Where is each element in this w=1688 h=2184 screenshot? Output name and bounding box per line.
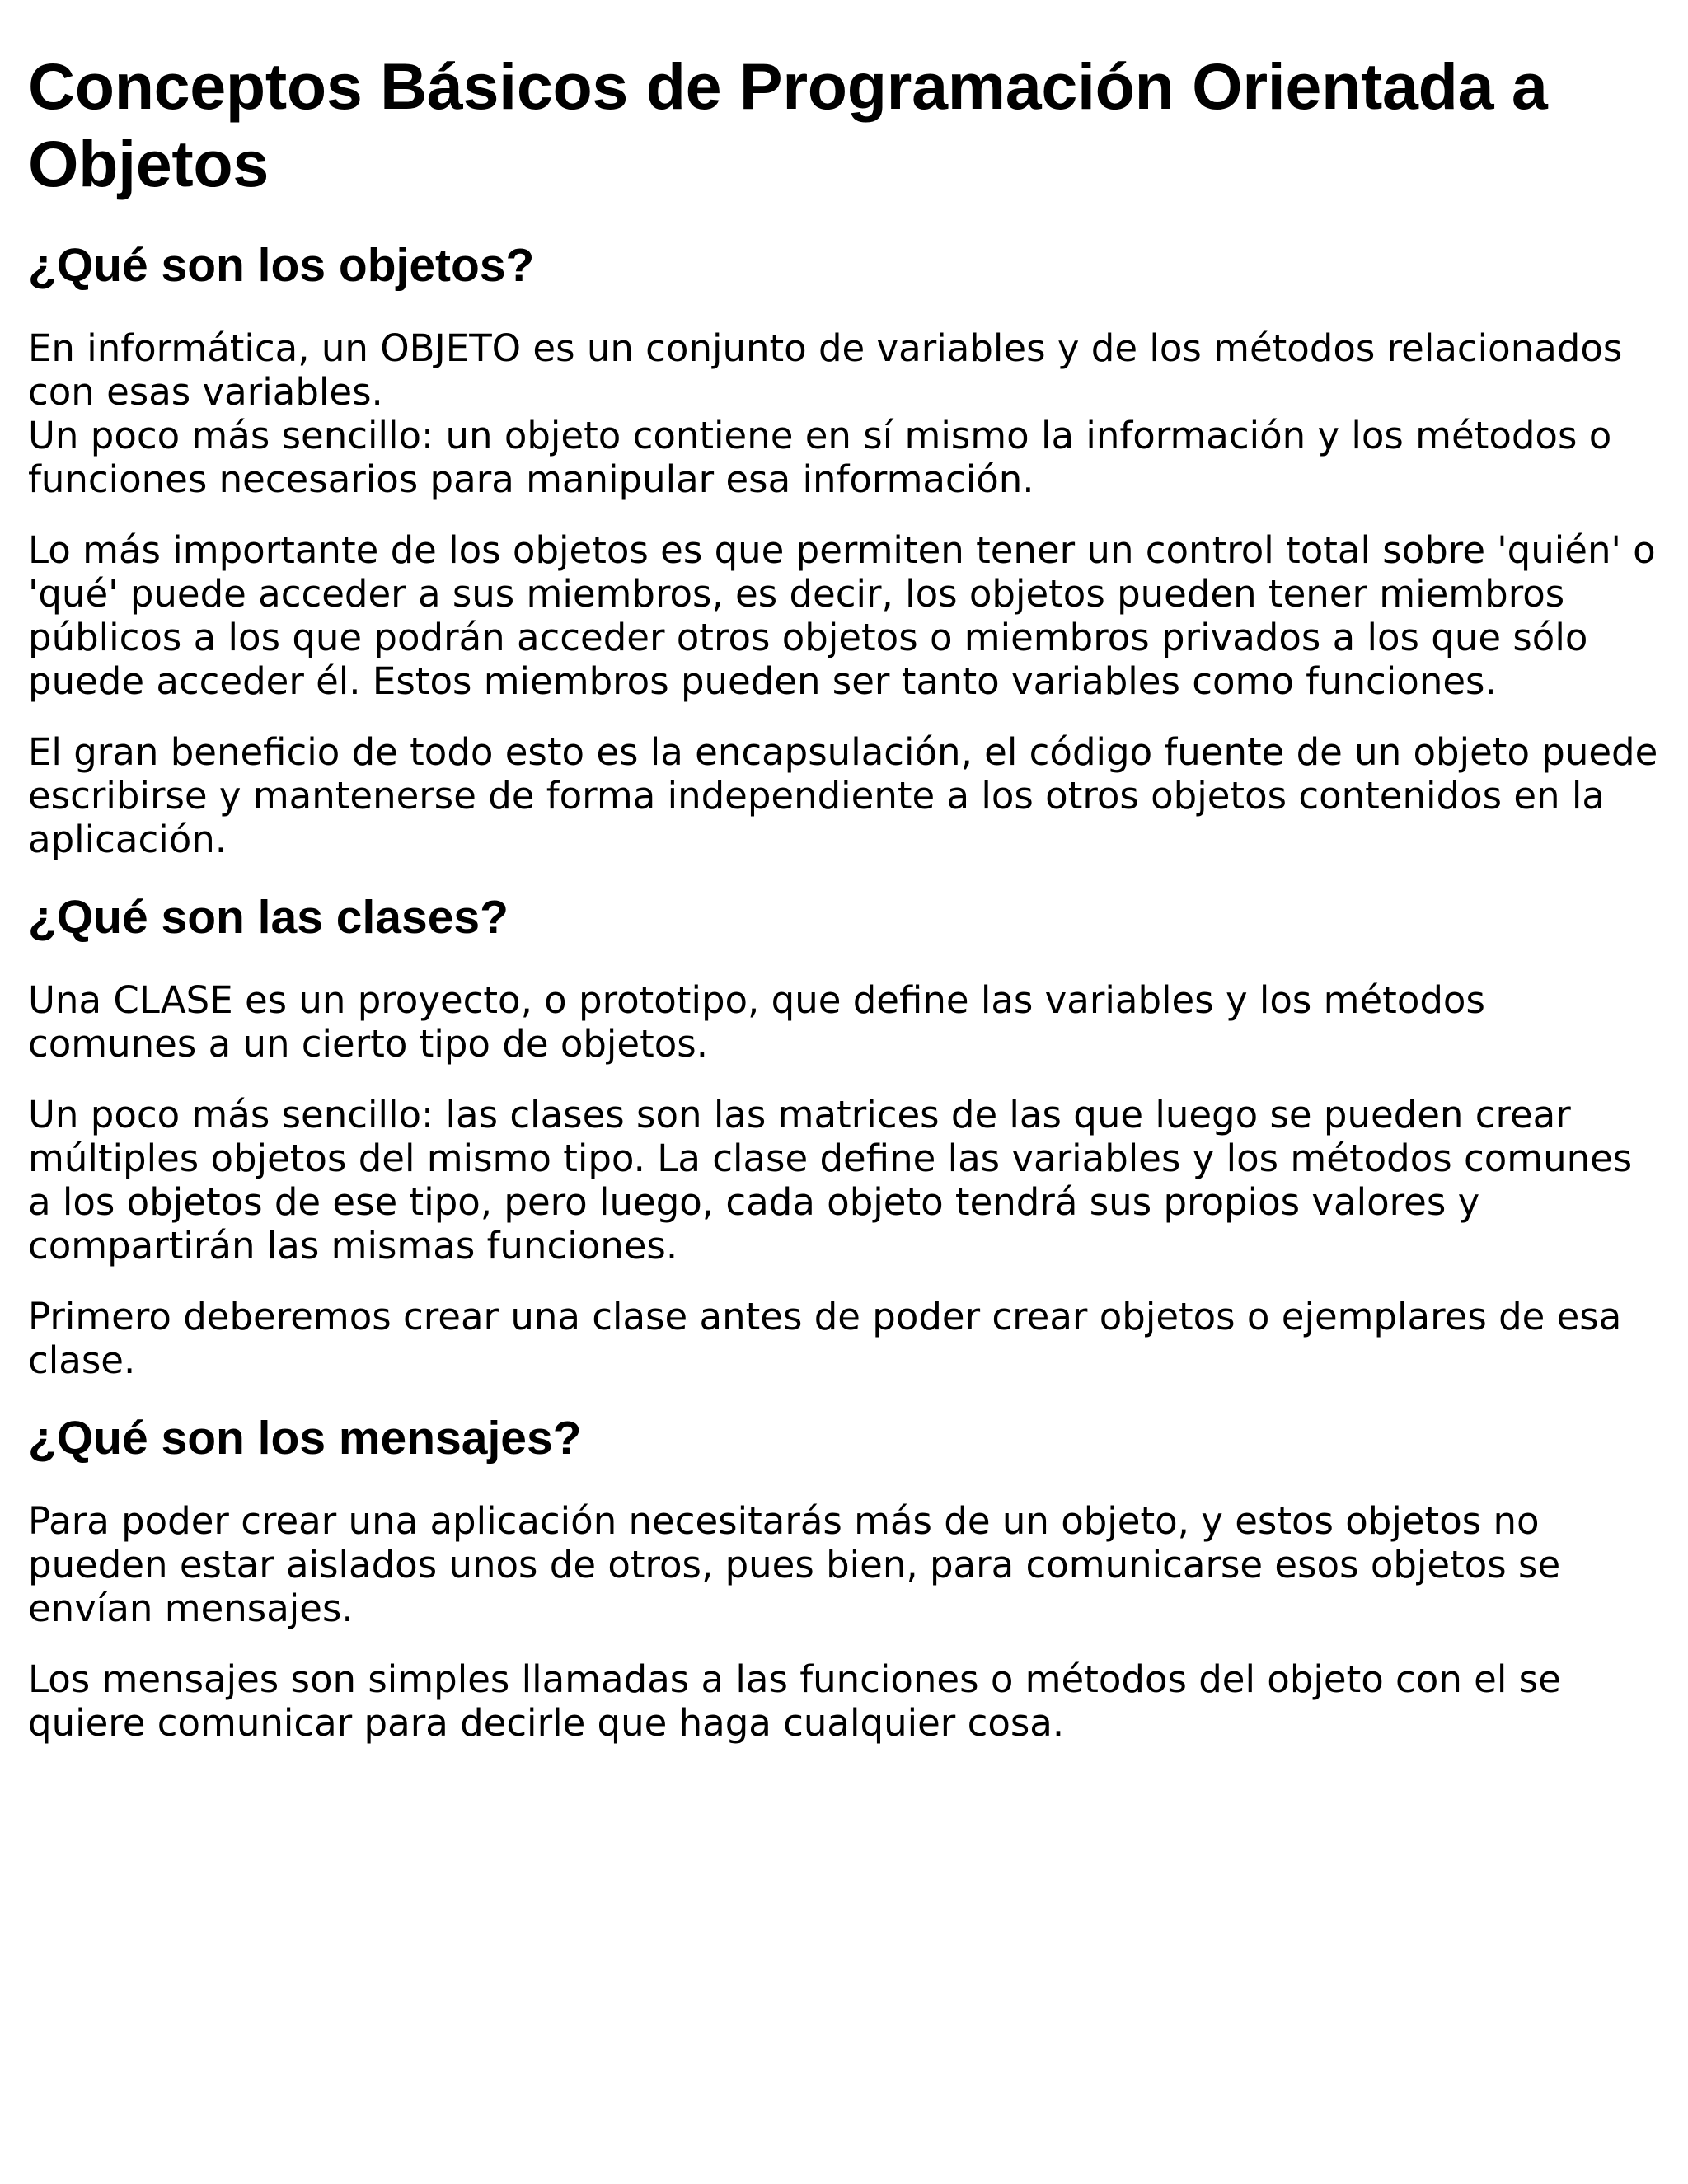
paragraph: Los mensajes son simples llamadas a las funciones o métodos del objeto con el se quiere comunicar para decirle que haga cualquier cosa.	[28, 1657, 1561, 1745]
section-objetos	[28, 237, 1660, 861]
paragraph: Un poco más sencillo: las clases son las matrices de las que luego se pueden crear múltiples objetos del mismo tipo. La clase define las variables y los métodos comunes a los objetos de ese tipo, pero luego, cada objeto tendrá sus propios valores y compartirán las mismas funciones.	[28, 1093, 1633, 1268]
paragraph: Lo más importante de los objetos es que permiten tener un control total sobre 'quién' o 'qué' puede acceder a sus miembros, es decir, los objetos pueden tener miembros públicos a los que podrán acceder otros objetos o miembros privados a los que sólo puede acceder él. Estos miembros pueden ser tanto variables como funciones.	[28, 528, 1656, 703]
section-mensajes	[28, 1410, 1660, 1745]
paragraph: Primero deberemos crear una clase antes de poder crear objetos o ejemplares de esa clase.	[28, 1295, 1622, 1382]
section-heading: ¿Qué son las clases?	[28, 891, 509, 944]
paragraph: El gran beneficio de todo esto es la encapsulación, el código fuente de un objeto puede escribirse y mantenerse de forma independiente a los otros objetos contenidos en la aplicación.	[28, 730, 1658, 861]
paragraph-line: Un poco más sencillo: un objeto contiene en sí mismo la información y los métodos o funciones necesarios para manipular esa información.	[28, 414, 1612, 501]
section-heading: ¿Qué son los objetos?	[28, 239, 535, 292]
paragraph	[28, 326, 1660, 501]
section-clases	[28, 889, 1660, 1382]
paragraph: Para poder crear una aplicación necesitarás más de un objeto, y estos objetos no pueden estar aislados unos de otros, pues bien, para comunicarse esos objetos se envían mensajes.	[28, 1499, 1561, 1630]
page-title: Conceptos Básicos de Programación Orientada a Objetos	[28, 49, 1548, 200]
section-heading: ¿Qué son los mensajes?	[28, 1412, 582, 1465]
paragraph-line: En informática, un OBJETO es un conjunto de variables y de los métodos relacionados con esas variables.	[28, 326, 1623, 414]
paragraph: Una CLASE es un proyecto, o prototipo, que define las variables y los métodos comunes a un cierto tipo de objetos.	[28, 978, 1485, 1066]
